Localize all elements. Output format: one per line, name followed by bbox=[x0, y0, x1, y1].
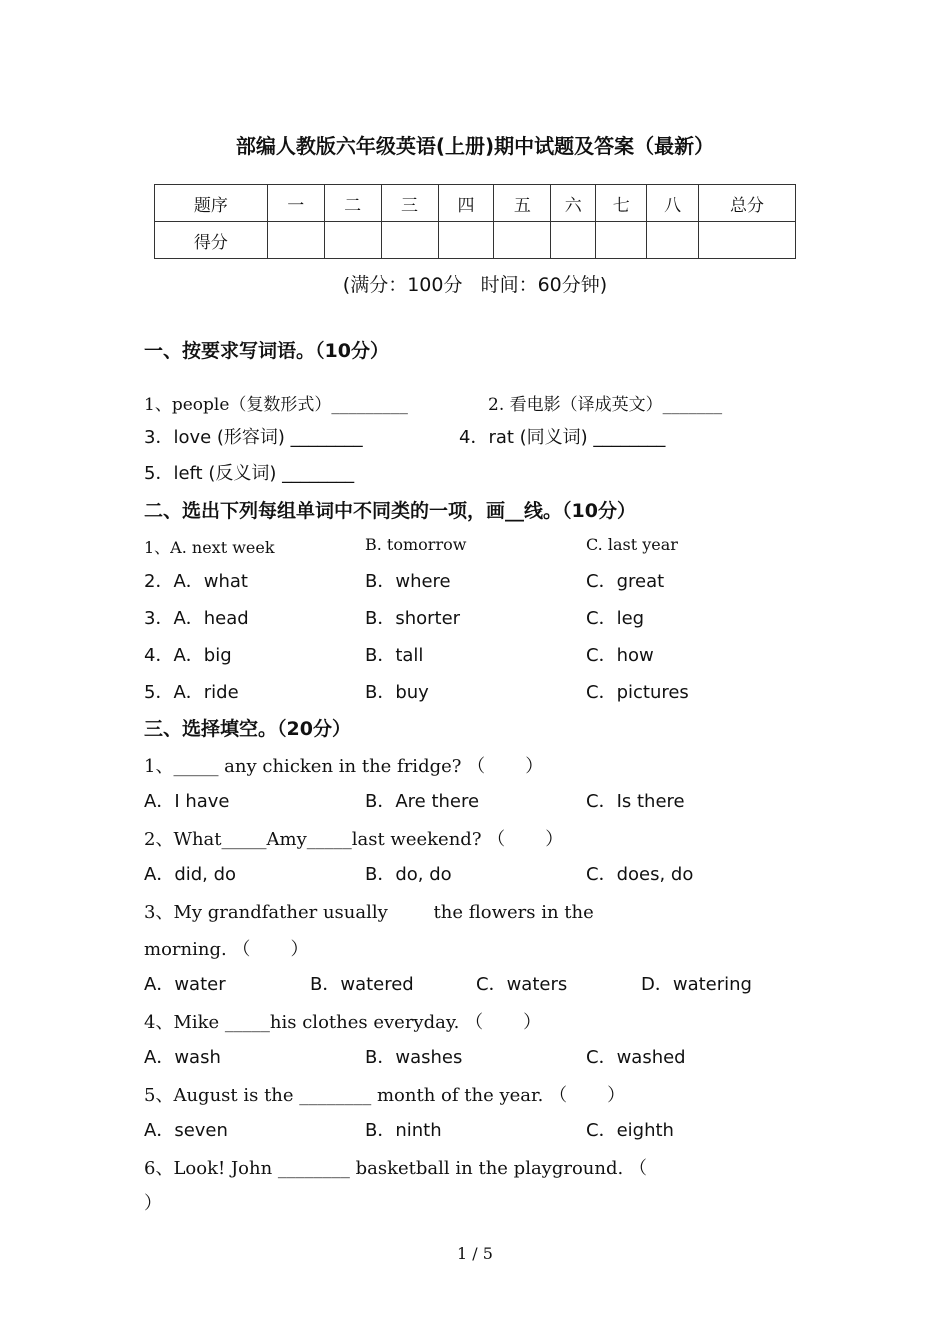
s3-q2-option-c: C．does, do bbox=[586, 864, 694, 885]
s1-question-4: 4．rat (同义词) ________ bbox=[459, 427, 666, 448]
s1-question-2: 2. 看电影（译成英文）_______ bbox=[488, 395, 723, 415]
s2-row3-option-b: B．shorter bbox=[365, 608, 461, 629]
s3-q5-option-a: A．seven bbox=[144, 1120, 228, 1141]
score-cell[interactable] bbox=[324, 222, 381, 259]
s3-q3-option-d: D．watering bbox=[641, 974, 752, 995]
score-header-cell: 二 bbox=[324, 185, 381, 222]
s3-q5-option-c: C．eighth bbox=[586, 1120, 674, 1141]
s3-q3-option-a: A．water bbox=[144, 974, 226, 995]
score-header-cell: 总分 bbox=[699, 185, 796, 222]
s2-row4-option-a: 4．A．big bbox=[144, 645, 232, 666]
s3-q1-option-a: A．I have bbox=[144, 791, 230, 812]
s1-question-3: 3．love (形容词) ________ bbox=[144, 427, 363, 448]
score-header-cell: 四 bbox=[438, 185, 494, 222]
score-row-label: 得分 bbox=[155, 222, 268, 259]
score-table-header-row bbox=[155, 185, 796, 222]
score-header-cell: 八 bbox=[647, 185, 699, 222]
s3-question-4: 4、Mike _____his clothes everyday. （ ） bbox=[144, 1012, 542, 1033]
s2-row5-option-c: C．pictures bbox=[586, 682, 689, 703]
s1-question-1: 1、people（复数形式）_________ bbox=[144, 395, 408, 415]
s2-row2-option-b: B．where bbox=[365, 571, 451, 592]
score-cell[interactable] bbox=[596, 222, 647, 259]
page-number: 1 / 5 bbox=[457, 1244, 493, 1263]
score-cell[interactable] bbox=[647, 222, 699, 259]
s2-row1-option-b: B. tomorrow bbox=[365, 535, 467, 554]
score-cell[interactable] bbox=[494, 222, 551, 259]
page-title: 部编人教版六年级英语(上册)期中试题及答案（最新） bbox=[235, 134, 715, 158]
s3-question-6-line1: 6、Look! John ________ basketball in the playground. （ bbox=[144, 1158, 647, 1179]
full-mark-info: (满分：100分 时间：60分钟) bbox=[342, 274, 608, 296]
s2-row1-option-c: C. last year bbox=[586, 535, 678, 554]
score-header-cell: 七 bbox=[596, 185, 647, 222]
score-cell[interactable] bbox=[267, 222, 324, 259]
s3-question-2: 2、What_____Amy_____last weekend? （ ） bbox=[144, 829, 564, 850]
score-table-score-row bbox=[155, 222, 796, 259]
s2-row4-option-c: C．how bbox=[586, 645, 654, 666]
section2-heading: 二、选出下列每组单词中不同类的一项，画__线。（10分） bbox=[144, 500, 636, 522]
s3-q3-option-c: C．waters bbox=[476, 974, 568, 995]
score-cell[interactable] bbox=[699, 222, 796, 259]
s2-row2-option-a: 2．A．what bbox=[144, 571, 248, 592]
s3-question-5: 5、August is the ________ month of the year. （ ） bbox=[144, 1085, 626, 1106]
s3-q4-option-b: B．washes bbox=[365, 1047, 463, 1068]
s3-q1-option-c: C．Is there bbox=[586, 791, 685, 812]
section3-heading: 三、选择填空。（20分） bbox=[144, 718, 351, 740]
s3-question-6-line2: ） bbox=[144, 1193, 162, 1214]
s3-q3-option-b: B．watered bbox=[310, 974, 414, 995]
s2-row3-option-c: C．leg bbox=[586, 608, 645, 629]
s3-question-3-line2: morning. （ ） bbox=[144, 939, 309, 960]
score-header-cell: 五 bbox=[494, 185, 551, 222]
score-table bbox=[154, 184, 796, 259]
s2-row5-option-a: 5．A．ride bbox=[144, 682, 239, 703]
s3-question-1: 1、_____ any chicken in the fridge? （ ） bbox=[144, 756, 544, 777]
s3-q4-option-a: A．wash bbox=[144, 1047, 221, 1068]
s3-question-3-line1: 3、My grandfather usually the flowers in the bbox=[144, 902, 594, 923]
score-cell[interactable] bbox=[551, 222, 596, 259]
score-header-cell: 题序 bbox=[155, 185, 268, 222]
s3-q2-option-b: B．do, do bbox=[365, 864, 452, 885]
section1-heading: 一、按要求写词语。（10分） bbox=[144, 340, 389, 362]
score-cell[interactable] bbox=[438, 222, 494, 259]
score-header-cell: 六 bbox=[551, 185, 596, 222]
s2-row4-option-b: B．tall bbox=[365, 645, 424, 666]
s3-q1-option-b: B．Are there bbox=[365, 791, 480, 812]
s3-q2-option-a: A．did, do bbox=[144, 864, 237, 885]
s1-question-5: 5．left (反义词) ________ bbox=[144, 463, 355, 484]
s3-q4-option-c: C．washed bbox=[586, 1047, 686, 1068]
s2-row1-option-a: 1、A. next week bbox=[144, 538, 275, 557]
score-header-cell: 一 bbox=[267, 185, 324, 222]
s2-row2-option-c: C．great bbox=[586, 571, 665, 592]
score-header-cell: 三 bbox=[381, 185, 438, 222]
s3-q5-option-b: B．ninth bbox=[365, 1120, 442, 1141]
score-cell[interactable] bbox=[381, 222, 438, 259]
s2-row3-option-a: 3．A．head bbox=[144, 608, 249, 629]
s2-row5-option-b: B．buy bbox=[365, 682, 429, 703]
